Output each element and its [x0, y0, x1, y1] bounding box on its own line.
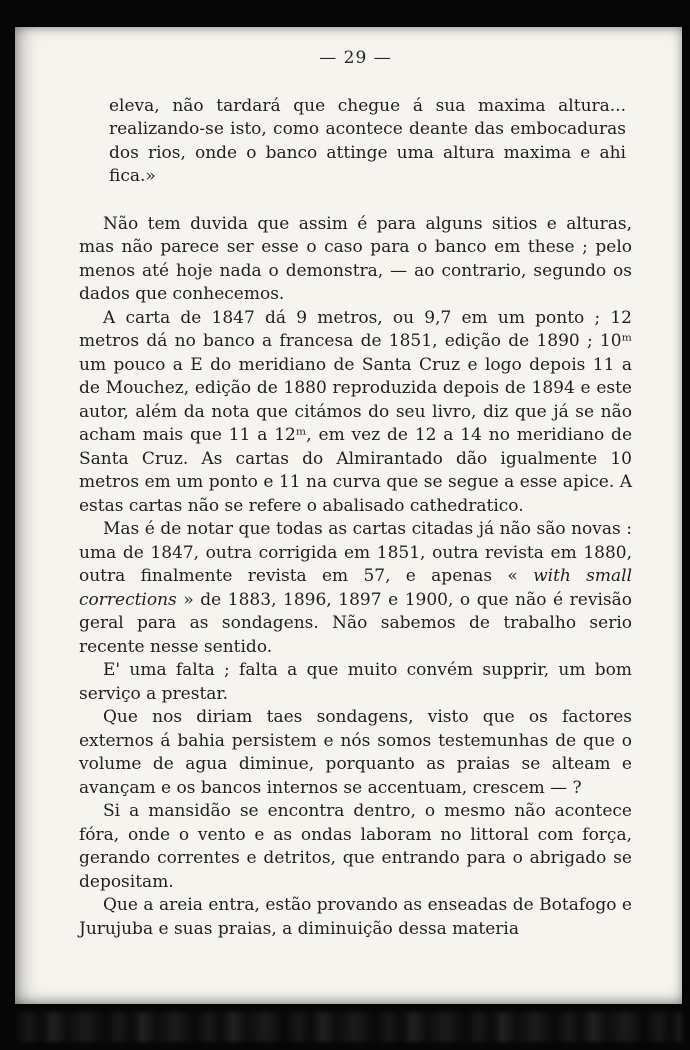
paragraph-3-text-after: » de 1883, 1896, 1897 e 1900, o que não é revisão geral para as sondagens. Não sabemos de trabalho serio recente nesse sentido. — [79, 589, 632, 657]
body-paragraph-5: Que nos diriam taes sondagens, visto que os factores externos á bahia persistem e nós somos testemunhas de que o volume de agua diminue, porquanto as praias se alteam e avançam e os bancos internos se accentuam, crescem — ? — [79, 707, 632, 798]
paragraph-3-italic-phrase: with small corrections — [79, 566, 633, 610]
body-paragraph-7: Que a areia entra, estão provando as enseadas de Botafogo e Jurujuba e suas praias, a diminuição dessa materia — [79, 895, 632, 939]
scan-artifact-bottom — [15, 1012, 682, 1042]
body-paragraph-2: A carta de 1847 dá 9 metros, ou 9,7 em um ponto ; 12 metros dá no banco a francesa de 1851, edição de 1890 ; 10ᵐ um pouco a E do meridiano de Santa Cruz e logo depois 11 a de Mouchez, edição de 1880 reproduzida depois de 1894 e este autor, além da nota que citámos do seu livro, diz que já se não acham mais que 11 a 12ᵐ, em vez de 12 a 14 no meridiano de Santa Cruz. As cartas do Almirantado dão igualmente 10 metros em um ponto e 11 na curva que se segue a esse apice. A estas cartas não se refere o abalisado cathedratico. — [79, 307, 632, 516]
paragraph-3-text-before: Mas é de notar que todas as cartas citadas já não são novas : uma de 1847, outra corrigida em 1851, outra revista em 1880, outra finalmente revista em 57, e apenas « — [79, 519, 632, 586]
body-paragraph-1: Não tem duvida que assim é para alguns sitios e alturas, mas não parece ser esse o caso para o banco em these ; pelo menos até hoje nada o demonstra, — ao contrario, segundo os dados que conhecemos. — [79, 213, 632, 304]
scanned-page — [15, 27, 682, 1004]
quote-paragraph: eleva, não tardará que chegue á sua maxima altura... realizando-se isto, como acontece deante das embocaduras dos rios, onde o banco attinge uma altura maxima e ahi fica.» — [109, 95, 626, 186]
body-paragraph-3 — [79, 518, 632, 659]
body-paragraph-4: E' uma falta ; falta a que muito convém supprir, um bom serviço a prestar. — [79, 660, 632, 704]
page-number: — 29 — — [319, 48, 392, 68]
page-text-block — [79, 47, 632, 941]
body-paragraph-6: Si a mansidão se encontra dentro, o mesmo não acontece fóra, onde o vento e as ondas laboram no littoral com força, gerando correntes e detritos, que entrando para o abrigado se depositam. — [79, 801, 632, 892]
